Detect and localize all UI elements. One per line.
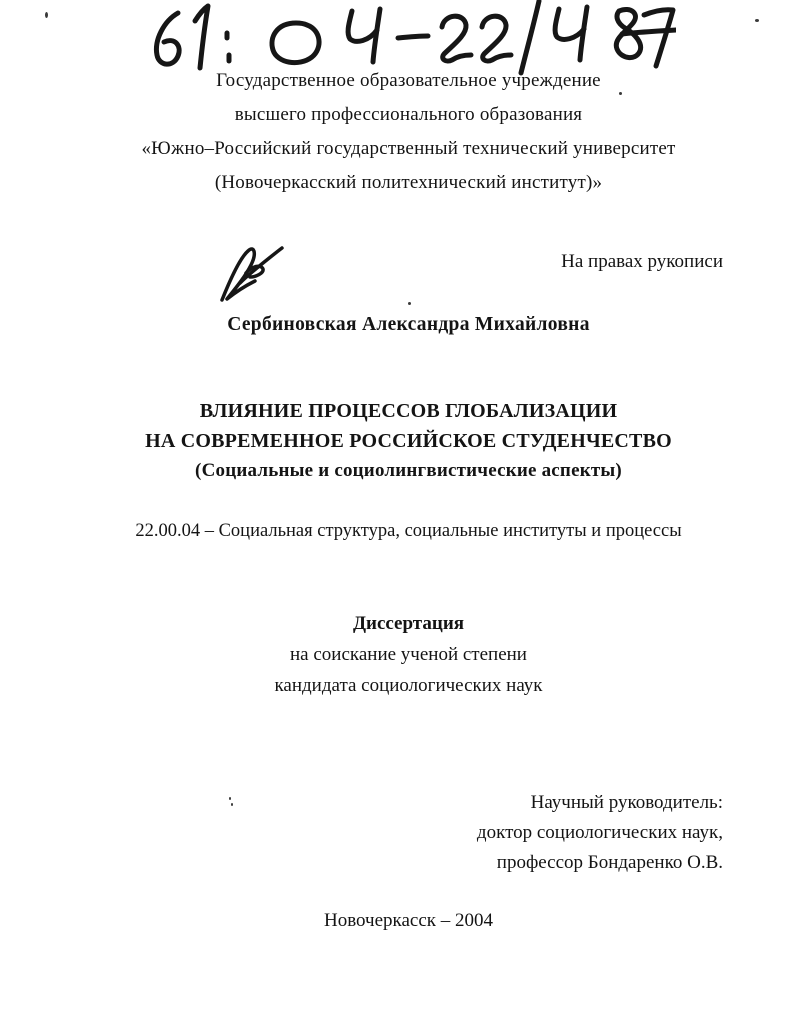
thesis-block bbox=[0, 608, 795, 701]
city-year-line: Новочеркасск – 2004 bbox=[323, 910, 494, 931]
title-line-1: ВЛИЯНИЕ ПРОЦЕССОВ ГЛОБАЛИЗАЦИИ bbox=[199, 400, 618, 422]
manuscript-note: На правах рукописи bbox=[561, 251, 723, 272]
scan-speck bbox=[619, 92, 622, 95]
author-name: Сербиновская Александра Михайловна bbox=[227, 314, 590, 335]
advisor-line-3: профессор Бондаренко О.В. bbox=[496, 852, 723, 873]
advisor-block bbox=[0, 788, 795, 878]
catalog-number-text bbox=[0, 0, 1, 1]
institution-header bbox=[0, 64, 795, 200]
institution-line-1: Государственное образовательное учреждение bbox=[216, 70, 601, 91]
scan-speck bbox=[408, 302, 411, 305]
scan-speck bbox=[45, 12, 48, 18]
scan-speck bbox=[231, 803, 233, 806]
institution-line-3: «Южно–Российский государственный технический университет bbox=[141, 138, 676, 159]
title-line-2: НА СОВРЕМЕННОЕ РОССИЙСКОЕ СТУДЕНЧЕСТВО bbox=[145, 430, 672, 452]
scan-speck bbox=[229, 797, 231, 800]
scan-speck bbox=[755, 19, 759, 22]
advisor-line-1: Научный руководитель: bbox=[530, 792, 723, 813]
title-subtitle: (Социальные и социолингвистические аспекты) bbox=[195, 460, 622, 481]
advisor-line-2: доктор социологических наук, bbox=[476, 822, 723, 843]
dissertation-title bbox=[0, 396, 795, 486]
institution-line-4: (Новочеркасский политехнический институт)» bbox=[214, 172, 603, 193]
thesis-heading: Диссертация bbox=[352, 613, 465, 634]
institution-line-2: высшего профессионального образования bbox=[234, 104, 583, 125]
thesis-line-1: на соискание ученой степени bbox=[290, 644, 527, 665]
thesis-line-2: кандидата социологических наук bbox=[274, 675, 543, 696]
specialty-line: 22.00.04 – Социальная структура, социальные институты и процессы bbox=[135, 521, 682, 541]
